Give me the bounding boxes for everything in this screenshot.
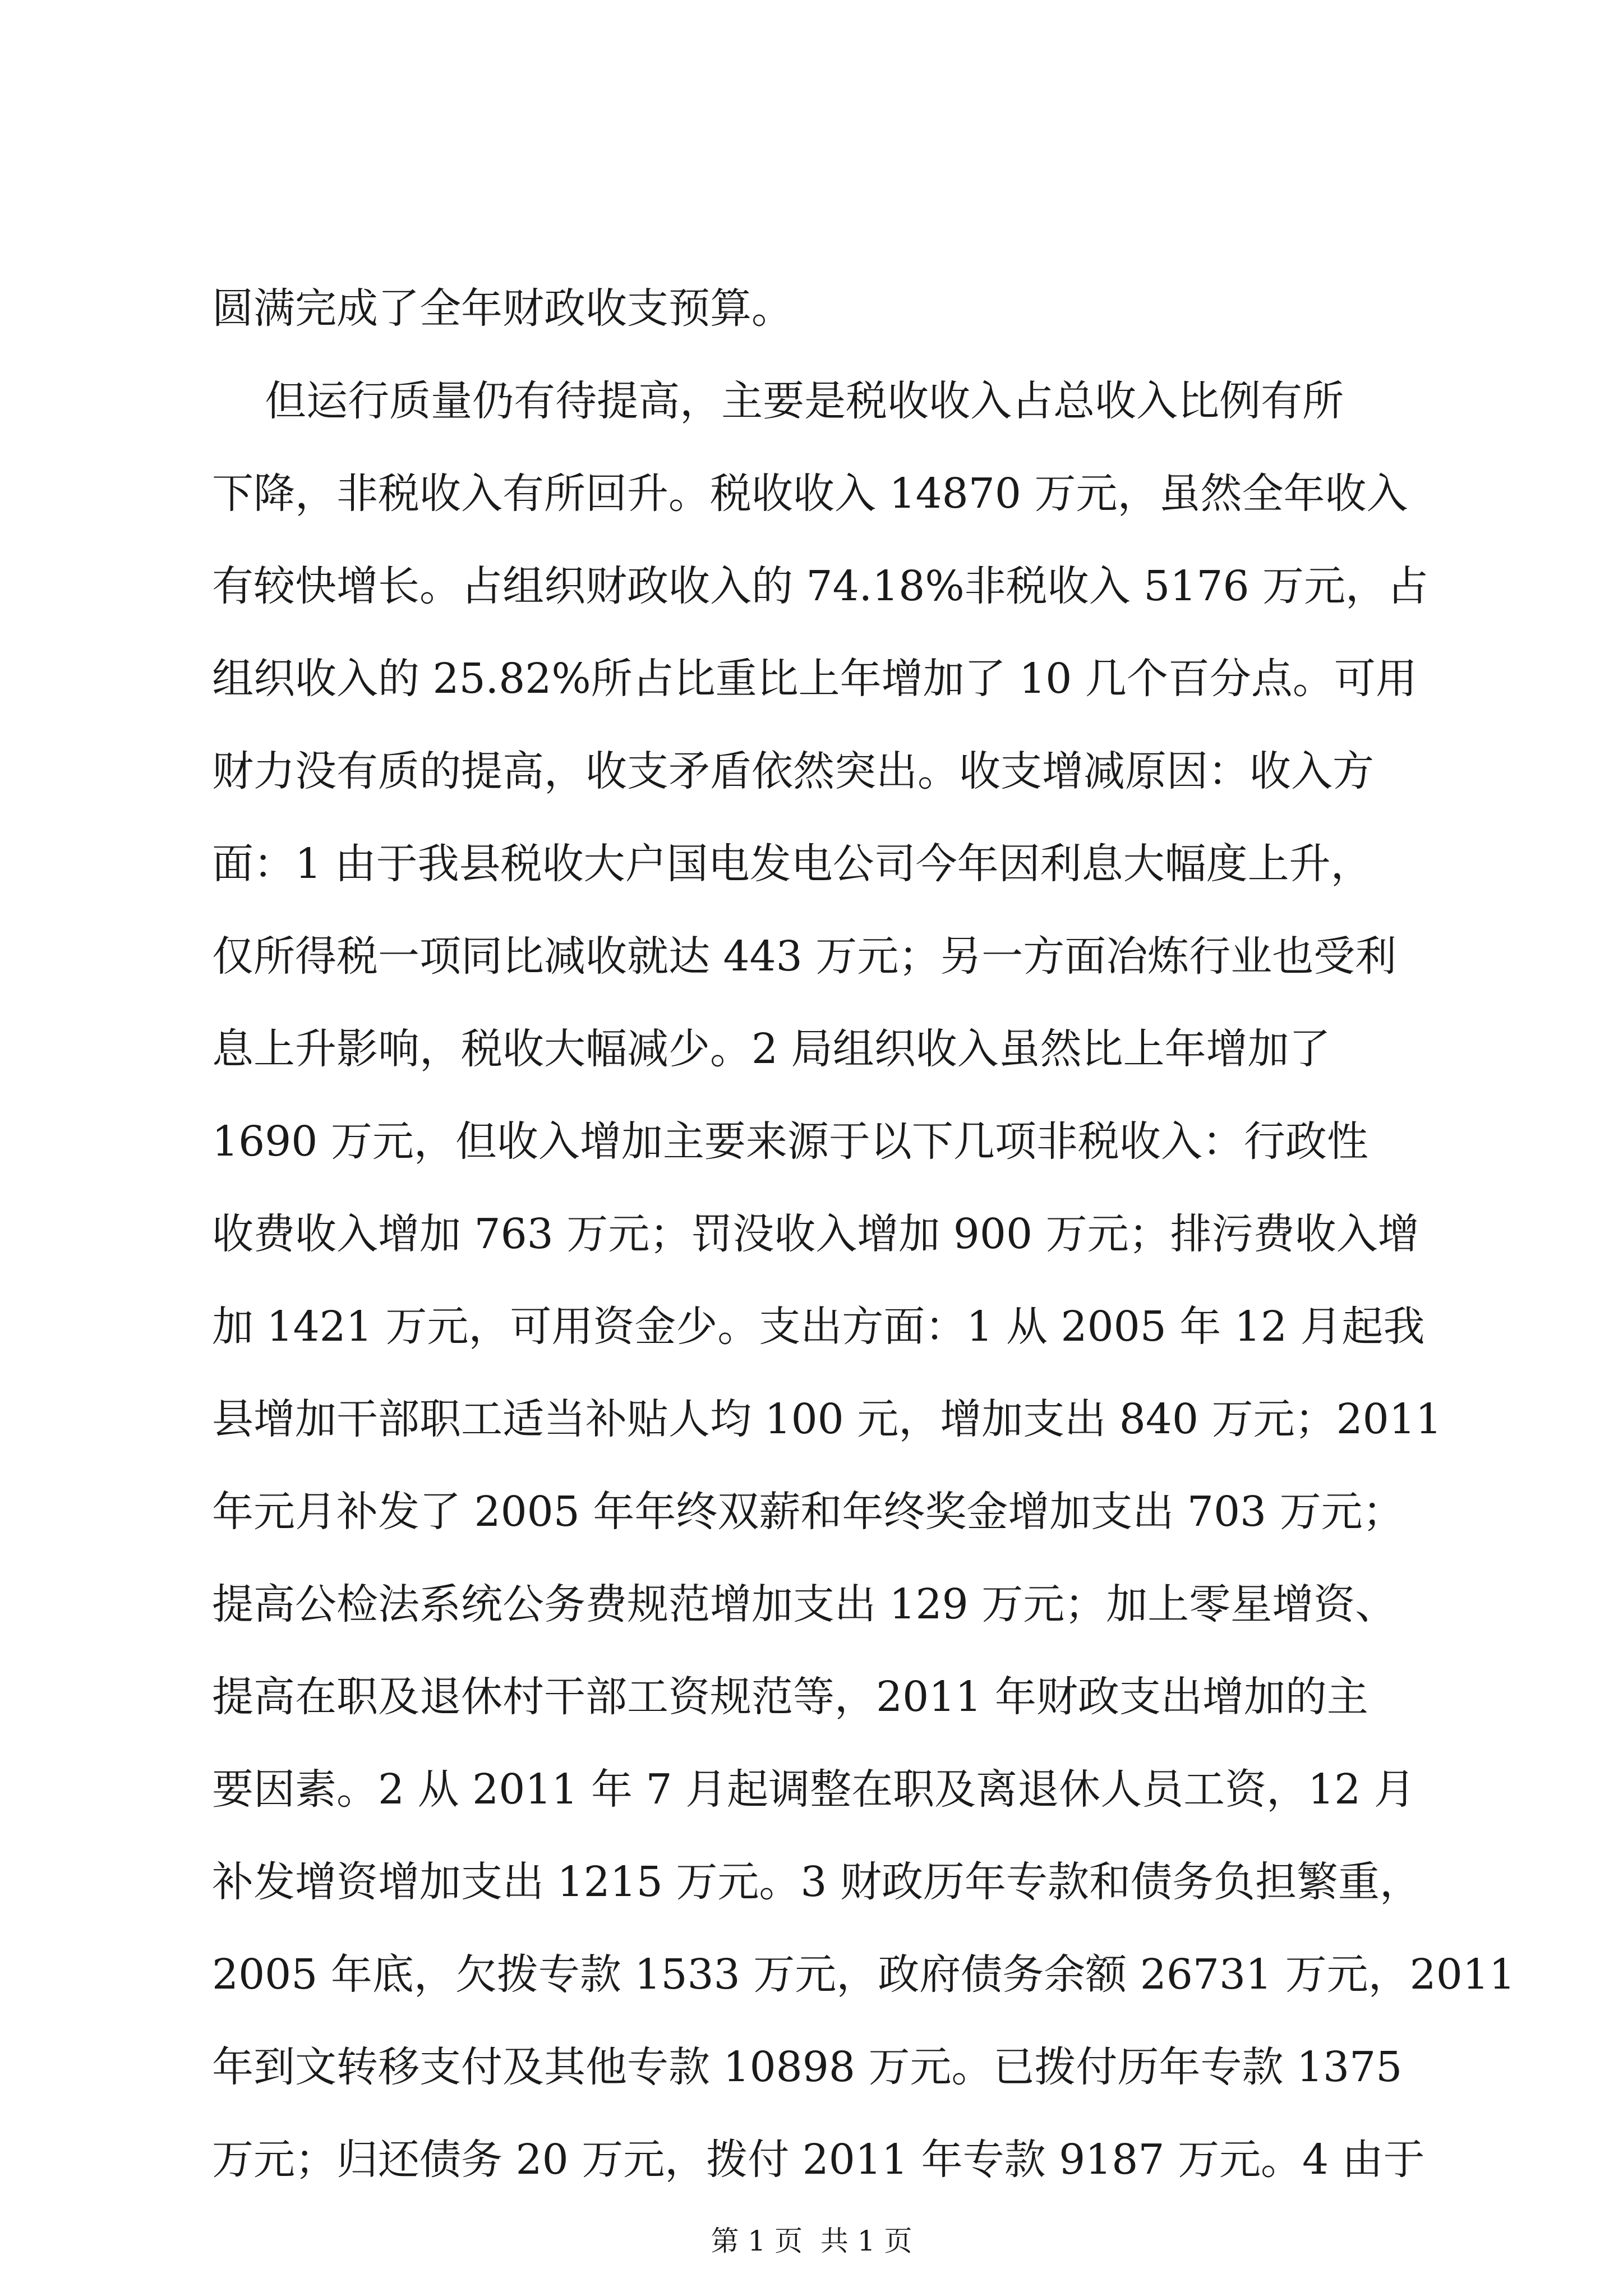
page-footer: 第 1 页 共 1 页 — [711, 2225, 912, 2257]
text-line: 加 1421 万元，可用资金少。支出方面：1 从 2005 年 12 月起我 — [212, 1303, 1425, 1351]
text-line: 万元；归还债务 20 万元，拨付 2011 年专款 9187 万元。4 由于 — [212, 2136, 1425, 2184]
text-line: 要因素。2 从 2011 年 7 月起调整在职及离退休人员工资，12 月 — [212, 1765, 1415, 1814]
text-line: 财力没有质的提高，收支矛盾依然突出。收支增减原因：收入方 — [212, 747, 1374, 795]
text-line: 补发增资增加支出 1215 万元。3 财政历年专款和债务负担繁重， — [212, 1858, 1421, 1906]
text-line: 年元月补发了 2005 年年终双薪和年终奖金增加支出 703 万元； — [212, 1488, 1404, 1536]
text-line: 但运行质量仍有待提高，主要是税收收入占总收入比例有所 — [212, 377, 1344, 425]
text-line: 面：1 由于我县税收大户国电发电公司今年因利息大幅度上升， — [212, 840, 1372, 888]
text-line: 提高在职及退休村干部工资规范等，2011 年财政支出增加的主 — [212, 1673, 1368, 1721]
text-line: 息上升影响，税收大幅减少。2 局组织收入虽然比上年增加了 — [212, 1025, 1331, 1073]
text-line: 下降，非税收入有所回升。税收收入 14870 万元，虽然全年收入 — [212, 470, 1408, 518]
text-line: 圆满完成了全年财政收支预算。 — [212, 284, 793, 333]
text-line: 1690 万元，但收入增加主要来源于以下几项非税收入：行政性 — [212, 1117, 1368, 1166]
text-line: 收费收入增加 763 万元；罚没收入增加 900 万元；排污费收入增 — [212, 1210, 1419, 1258]
text-line: 年到文转移支付及其他专款 10898 万元。已拨付历年专款 1375 — [212, 2043, 1403, 2091]
text-line: 有较快增长。占组织财政收入的 74.18%非税收入 5176 万元，占 — [212, 562, 1429, 610]
text-line: 县增加干部职工适当补贴人均 100 元，增加支出 840 万元；2011 — [212, 1395, 1442, 1443]
text-line: 2005 年底，欠拨专款 1533 万元，政府债务余额 26731 万元，2011 — [212, 1950, 1515, 1999]
text-line: 提高公检法系统公务费规范增加支出 129 万元；加上零星增资、 — [212, 1580, 1397, 1628]
text-line: 仅所得税一项同比减收就达 443 万元；另一方面冶炼行业也受利 — [212, 932, 1397, 981]
text-line: 组织收入的 25.82%所占比重比上年增加了 10 几个百分点。可用 — [212, 655, 1417, 703]
